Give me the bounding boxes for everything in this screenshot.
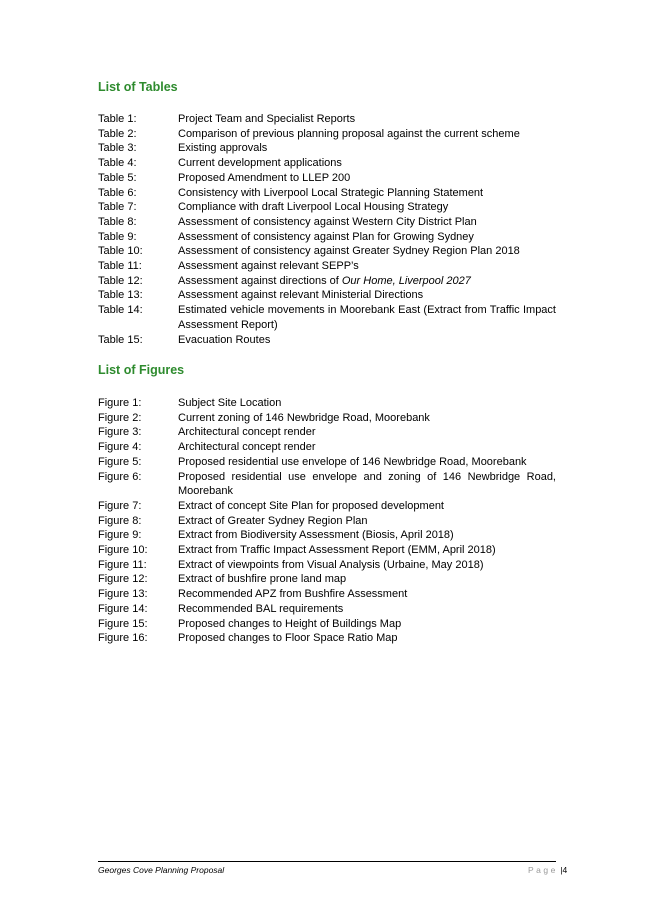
table-entry-title-text: Comparison of previous planning proposal against the current scheme [178, 127, 520, 140]
figure-entry-title [178, 528, 556, 543]
figure-entry-title-text: Recommended BAL requirements [178, 602, 344, 615]
table-entry-title [178, 259, 556, 274]
table-entry-title-text: Assessment against relevant Ministerial Directions [178, 289, 424, 302]
figure-entry-number: Figure 10: [98, 544, 148, 557]
table-entry-number: Table 8: [98, 215, 137, 228]
table-entry-title-text: Existing approvals [178, 142, 268, 155]
table-entry-number: Table 4: [98, 157, 137, 170]
table-entry [98, 259, 556, 274]
table-entry [98, 156, 556, 171]
figure-entry [98, 602, 556, 617]
table-entry-title-text: Assessment of consistency against Greater Sydney Region Plan 2018 [178, 245, 520, 258]
table-entry-title [178, 171, 556, 186]
table-entry-title [178, 200, 556, 215]
table-entry-number: Table 1: [98, 113, 137, 125]
table-entry-title [178, 127, 556, 142]
tables-list [98, 112, 556, 347]
table-entry-number: Table 15: [98, 333, 143, 346]
table-entry-title-text: Compliance with draft Liverpool Local Housing Strategy [178, 201, 449, 214]
figure-entry-number: Figure 11: [98, 558, 147, 571]
figure-entry [98, 631, 556, 646]
page-label: Page [528, 865, 558, 875]
figure-entry [98, 440, 556, 455]
figure-entry-title-text: Proposed changes to Height of Buildings Map [178, 617, 402, 630]
figure-entry-title-text: Recommended APZ from Bushfire Assessment [178, 588, 408, 601]
table-entry-title-text: Project Team and Specialist Reports [178, 113, 356, 125]
table-entry-title [178, 156, 556, 171]
figure-entry-title [178, 455, 556, 470]
figure-entry-title [178, 440, 556, 455]
figure-entry-title [178, 425, 556, 440]
table-entry-title [178, 141, 556, 156]
figure-entry-title-text: Proposed residential use envelope and zoning of 146 Newbridge Road, Moorebank [178, 470, 556, 498]
figure-entry-title [178, 514, 556, 529]
table-entry [98, 171, 556, 186]
figure-entry-number: Figure 3: [98, 426, 142, 439]
figure-entry-title-text: Extract from Traffic Impact Assessment Report (EMM, April 2018) [178, 544, 496, 557]
table-entry-number: Table 12: [98, 274, 143, 287]
figure-entry-title [178, 543, 556, 558]
figure-entry [98, 617, 556, 632]
table-entry-title [178, 288, 556, 303]
figure-entry [98, 587, 556, 602]
figure-entry-title [178, 631, 556, 646]
figure-entry-number: Figure 15: [98, 617, 148, 630]
table-entry [98, 127, 556, 142]
figure-entry [98, 425, 556, 440]
footer-page-number [528, 865, 567, 875]
figure-entry-title-text: Proposed changes to Floor Space Ratio Map [178, 632, 398, 645]
table-entry-title [178, 230, 556, 245]
figure-entry-title-text: Proposed residential use envelope of 146 Newbridge Road, Moorebank [178, 455, 527, 468]
table-entry-number: Table 5: [98, 171, 137, 184]
figure-entry-number: Figure 8: [98, 514, 142, 527]
table-entry-title-text: Proposed Amendment to LLEP 200 [178, 171, 351, 184]
figure-entry-title [178, 587, 556, 602]
table-entry-number: Table 9: [98, 230, 137, 243]
footer-document-title: Georges Cove Planning Proposal [98, 865, 225, 875]
figure-entry [98, 528, 556, 543]
table-entry-title [178, 215, 556, 230]
figure-entry-title [178, 572, 556, 587]
figure-entry [98, 558, 556, 573]
table-entry-title [178, 303, 556, 332]
figure-entry-title-text: Extract of Greater Sydney Region Plan [178, 514, 368, 527]
figures-list [98, 396, 556, 646]
table-entry [98, 288, 556, 303]
figure-entry [98, 411, 556, 426]
figure-entry [98, 572, 556, 587]
table-entry [98, 186, 556, 201]
figure-entry-number: Figure 2: [98, 411, 142, 424]
figure-entry-number: Figure 7: [98, 499, 142, 512]
table-entry [98, 333, 556, 348]
figure-entry-number: Figure 13: [98, 588, 148, 601]
table-entry-number: Table 13: [98, 289, 143, 302]
table-entry-title [178, 244, 556, 259]
table-entry [98, 141, 556, 156]
figure-entry-title-text: Architectural concept render [178, 426, 316, 439]
figure-entry [98, 396, 556, 411]
table-entry-number: Table 3: [98, 142, 137, 155]
table-entry-title-text: Current development applications [178, 157, 342, 170]
figure-entry-title [178, 499, 556, 514]
footer-rule [98, 861, 556, 862]
page-separator: | [560, 865, 563, 875]
figure-entry-number: Figure 14: [98, 602, 148, 615]
table-entry-number: Table 6: [98, 186, 137, 199]
table-entry [98, 112, 556, 127]
figure-entry-title-text: Current zoning of 146 Newbridge Road, Moorebank [178, 411, 430, 424]
table-entry-title-text: Consistency with Liverpool Local Strategic Planning Statement [178, 186, 484, 199]
table-entry-title [178, 333, 556, 348]
figure-entry-title [178, 617, 556, 632]
list-of-tables-heading: List of Tables [98, 80, 178, 94]
table-entry [98, 303, 556, 332]
table-entry-title-text: Assessment of consistency against Western City District Plan [178, 215, 477, 228]
figure-entry-title-text: Extract from Biodiversity Assessment (Biosis, April 2018) [178, 529, 454, 542]
figure-entry [98, 514, 556, 529]
figure-entry-number: Figure 16: [98, 632, 148, 645]
table-entry-title [178, 112, 556, 127]
list-of-figures-heading: List of Figures [98, 363, 185, 377]
figure-entry-number: Figure 6: [98, 470, 142, 483]
figure-entry-title-text: Subject Site Location [178, 397, 282, 409]
figure-entry [98, 455, 556, 470]
figure-entry-number: Figure 1: [98, 397, 142, 409]
table-entry-number: Table 7: [98, 201, 137, 214]
table-entry [98, 215, 556, 230]
table-entry [98, 230, 556, 245]
figure-entry-title-text: Extract of viewpoints from Visual Analysis (Urbaine, May 2018) [178, 558, 484, 571]
table-entry-title-text: Evacuation Routes [178, 333, 271, 346]
figure-entry [98, 499, 556, 514]
table-entry-title-text: Assessment against directions of [178, 274, 342, 287]
table-entry-title-italic: Our Home, Liverpool 2027 [341, 274, 471, 287]
figure-entry [98, 543, 556, 558]
table-entry [98, 274, 556, 289]
figure-entry-number: Figure 12: [98, 573, 148, 586]
figure-entry-title-text: Extract of concept Site Plan for proposed development [178, 499, 444, 512]
figure-entry-title [178, 602, 556, 617]
table-entry-number: Table 14: [98, 304, 143, 317]
table-entry-number: Table 11: [98, 260, 142, 273]
page-number: 4 [562, 865, 568, 875]
table-entry-title-text: Assessment against relevant SEPP’s [178, 260, 359, 273]
table-entry-number: Table 2: [98, 127, 137, 140]
table-entry [98, 244, 556, 259]
table-entry-number: Table 10: [98, 245, 143, 258]
figure-entry-number: Figure 9: [98, 529, 142, 542]
table-entry-title-text: Assessment of consistency against Plan for Growing Sydney [178, 230, 474, 243]
figure-entry-title [178, 411, 556, 426]
table-entry-title [178, 274, 556, 289]
figure-entry-title [178, 558, 556, 573]
table-entry [98, 200, 556, 215]
table-entry-title-text: Estimated vehicle movements in Moorebank East (Extract from Traffic Impact Assessment Report) [178, 304, 556, 331]
figure-entry-number: Figure 5: [98, 455, 142, 468]
figure-entry-title [178, 470, 556, 499]
figure-entry-title [178, 396, 556, 411]
figure-entry [98, 470, 556, 499]
table-entry-title [178, 186, 556, 201]
figure-entry-number: Figure 4: [98, 441, 142, 454]
figure-entry-title-text: Extract of bushfire prone land map [178, 573, 347, 586]
figure-entry-title-text: Architectural concept render [178, 441, 316, 454]
